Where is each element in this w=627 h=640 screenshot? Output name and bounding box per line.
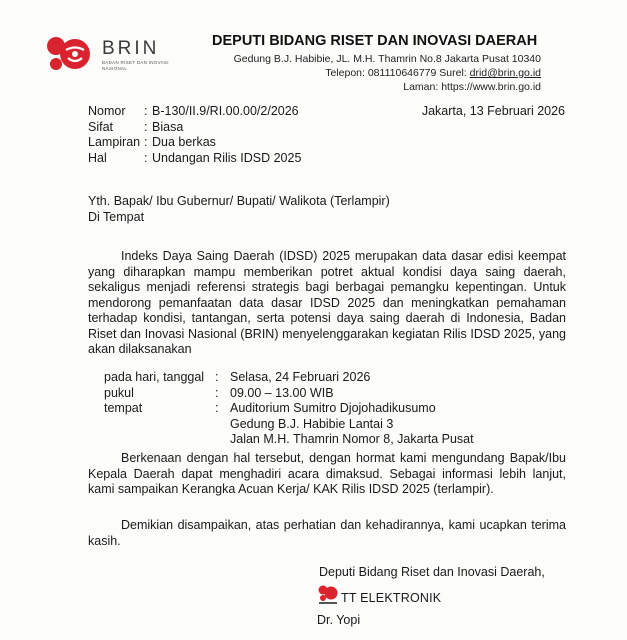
detail-value: Jalan M.H. Thamrin Nomor 8, Jakarta Pusat — [230, 432, 474, 446]
meta-label: Hal — [88, 150, 107, 165]
recipient-line: Yth. Bapak/ Ibu Gubernur/ Bupati/ Walikota (Terlampir) — [88, 194, 390, 208]
detail-row-date: pada hari, tanggal : Selasa, 24 Februari 2026 — [104, 370, 371, 384]
meta-label: Sifat — [88, 119, 114, 134]
letter-meta — [88, 104, 301, 166]
meta-row-hal: Hal : Undangan Rilis IDSD 2025 — [88, 150, 302, 165]
detail-value: Gedung B.J. Habibie Lantai 3 — [230, 416, 394, 431]
detail-value: Auditorium Sumitro Djojohadikusumo — [230, 401, 436, 415]
recipient-place: Di Tempat — [88, 209, 145, 224]
meta-value: Dua berkas — [152, 135, 216, 149]
email-link[interactable]: drid@brin.go.id — [469, 67, 541, 79]
letterhead-title: DEPUTI BIDANG RISET DAN INOVASI DAERAH — [212, 33, 538, 49]
logo-subtitle: BADAN RISET DAN INOVASI NASIONAL — [102, 60, 169, 71]
brin-logo — [46, 32, 176, 76]
meta-value: Undangan Rilis IDSD 2025 — [152, 150, 302, 165]
recipient-block — [88, 194, 390, 225]
detail-row-time: pukul : 09.00 – 13.00 WIB — [104, 385, 334, 400]
detail-label: pada hari, tanggal — [104, 370, 205, 384]
brin-stamp-icon — [316, 583, 340, 607]
detail-value: Selasa, 24 Februari 2026 — [230, 370, 371, 384]
meta-row-lampiran: Lampiran : Dua berkas — [88, 135, 216, 149]
signatory-title: Deputi Bidang Riset dan Inovasi Daerah, — [319, 565, 545, 579]
letterhead-address: Gedung B.J. Habibie, JL. M.H. Thamrin No.8 Jakarta Pusat 10340 — [233, 53, 541, 65]
meta-label: Nomor — [88, 104, 126, 118]
body-paragraph-3: Demikian disampaikan, atas perhatian dan kehadirannya, kami ucapkan terima kasih. — [88, 518, 566, 548]
meta-label: Lampiran — [88, 135, 141, 149]
detail-value: 09.00 – 13.00 WIB — [230, 385, 334, 400]
letter-date: Jakarta, 13 Februari 2026 — [421, 104, 565, 118]
meta-row-sifat: Sifat : Biasa — [88, 119, 184, 134]
detail-value-multiline — [230, 401, 474, 448]
signatory-name: Dr. Yopi — [317, 613, 361, 627]
letterhead-website[interactable]: Laman: https://www.brin.go.id — [403, 81, 541, 93]
body-paragraph-1: Indeks Daya Saing Daerah (IDSD) 2025 merupakan data dasar edisi keempat yang diharapkan mampu memberikan potret aktual kondisi daya saing daerah, sekaligus menjadi referensi strategis bagi berbagai pemangku kepentingan. Untuk mendorong pemanfaatan data dasar IDSD 2025 dan meningkatkan pemahaman terhadap kondisi, tantangan, serta potensi daya saing daerah di Indonesia, Badan Riset dan Inovasi Nasional (BRIN) menyelenggarakan kegiatan Rilis IDSD 2025, yang akan dilaksanakan — [88, 249, 566, 356]
letterhead-contact — [325, 67, 541, 79]
detail-label: pukul — [104, 385, 134, 400]
detail-label: tempat — [104, 401, 143, 415]
brin-logo-icon — [46, 32, 98, 76]
meta-row-nomor: Nomor : B-130/II.9/RI.00.00/2/2026 — [88, 104, 299, 118]
meta-value: B-130/II.9/RI.00.00/2/2026 — [152, 104, 299, 118]
body-paragraph-2: Berkenaan dengan hal tersebut, dengan hormat kami mengundang Bapak/Ibu Kepala Daerah dapat menghadiri acara dimaksud. Sebagai informasi lebih lanjut, kami sampaikan Kerangka Acuan Kerja/ KAK Rilis IDSD 2025 (terlampir). — [88, 451, 566, 496]
detail-row-place: tempat : Auditorium Sumitro Djojohadikusumo Gedung B.J. Habibie Lantai 3 Jalan M.H. Thamrin Nomor 8, Jakarta Pusat — [104, 401, 474, 446]
meta-value: Biasa — [152, 119, 184, 134]
logo-wordmark: BRIN — [102, 38, 160, 59]
event-details — [104, 370, 474, 448]
letterhead-phone: Telepon: 081110646779 Surel: — [325, 67, 470, 79]
electronic-signature-label: TT ELEKTRONIK — [341, 591, 442, 605]
